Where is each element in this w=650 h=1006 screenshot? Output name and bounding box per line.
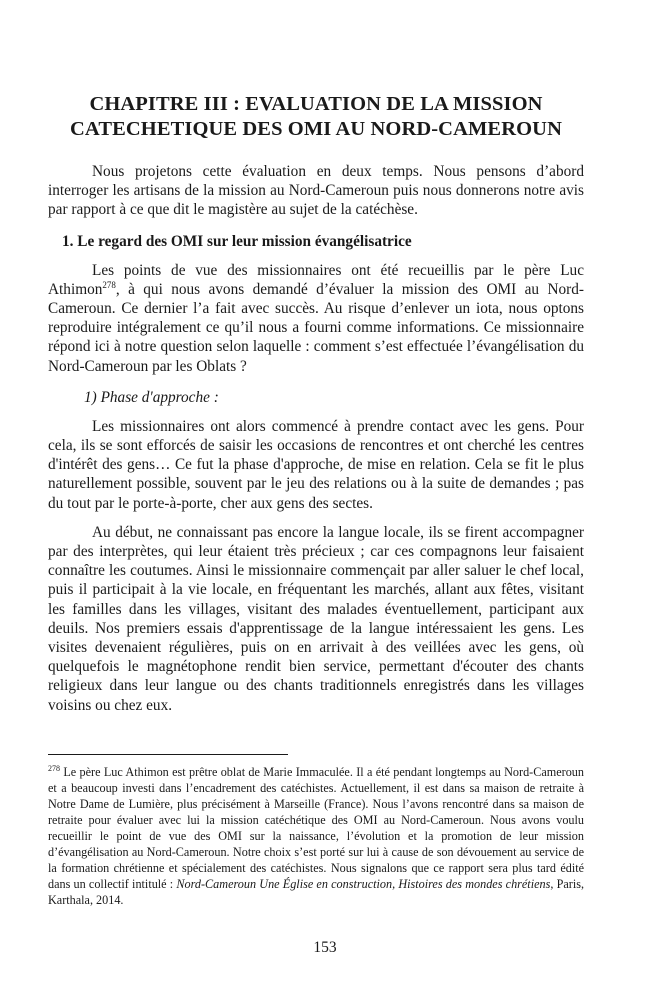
chapter-title <box>48 92 584 142</box>
footnote-number: 278 <box>48 763 60 773</box>
chapter-title-line-2: CATECHETIQUE DES OMI AU NORD-CAMEROUN <box>70 118 562 140</box>
footnote-publisher: , Paris, Karthala, 2014. <box>48 877 584 907</box>
footnote-separator <box>48 754 288 755</box>
section-paragraph <box>48 261 584 376</box>
page-number: 153 <box>313 939 337 956</box>
subsection-paragraph-2: Au début, ne connaissant pas encore la langue locale, ils se firent accompagner par des interprètes, qui leur étaient très précieux ; car ces compagnons leur faisaient connaître les coutumes. Ainsi le missionnaire commençait par aller saluer le chef local, puis il participait à la vie locale, en fréquentant les marchés, allant aux fêtes, visitant les familles dans les villages, visitant des malades éventuellement, participant aux deuils. Nos premiers essais d'apprentissage de la langue intéressaient les gens. Les visites devenaient régulières, puis on en arrivait à des veillées avec les gens, où quelquefois le magnétophone rendit bien service, permettant d'écouter des chants religieux dans leur langue ou des chants traditionnels enregistrés dans les villages voisins ou chez eux. <box>48 523 584 714</box>
footnote-book-title: Nord-Cameroun Une Église en construction, Histoires des mondes chrétiens <box>176 877 551 891</box>
section-heading: 1. Le regard des OMI sur leur mission évangélisatrice <box>62 232 412 250</box>
footnote-reference[interactable]: 278 <box>102 279 116 290</box>
section-paragraph-text-start: Les points de vue des missionnaires ont été recueillis par le père Luc Athimon <box>48 261 584 298</box>
footnote-text: Le père Luc Athimon est prêtre oblat de Marie Immaculée. Il a été pendant longtemps au Nord-Cameroun et a beaucoup investi dans l’encadrement des catéchistes. Actuellement, il est dans sa maison de retraite à Notre Dame de Lumière, plus précisément à Marseille (France). Nous l’avons rencontré dans sa maison de retraite pour évaluer avec lui la mission catéchétique des OMI au Nord-Cameroun. Nous avons voulu recueillir le point de vue des OMI sur la naissance, l’évolution et la promotion de leur mission d’évangélisation au Nord-Cameroun. Notre choix s’est porté sur lui à cause de son dévouement au service de la formation chrétienne et spécialement des catéchistes. Nous signalons que ce rapport sera plus tard édité dans un collectif intitulé : <box>48 765 584 891</box>
intro-paragraph: Nous projetons cette évaluation en deux temps. Nous pensons d’abord interroger les artisans de la mission au Nord-Cameroun puis nous donnerons notre avis par rapport à ce que dit le magistère au sujet de la catéchèse. <box>48 163 584 219</box>
subsection-heading: 1) Phase d'approche : <box>84 388 219 406</box>
subsection-paragraph-1: Les missionnaires ont alors commencé à prendre contact avec les gens. Pour cela, ils se sont efforcés de saisir les occasions de rencontres et ont cherché les centres d'intérêt des gens… Ce fut la phase d'approche, de mise en relation. Cela se fit le plus naturellement possible, souvent par le jeu des relations ou à la suite de demandes ; pas du tout par le porte-à-porte, cher aux gens des sectes. <box>48 417 584 512</box>
chapter-title-line-1: CHAPITRE III : EVALUATION DE LA MISSION <box>89 93 543 115</box>
section-paragraph-text-end: , à qui nous avons demandé d’évaluer la mission des OMI au Nord-Cameroun. Ce dernier l’a fait avec succès. Au risque d’enlever un iota, nous optons reproduire intégralement ce qu’il nous a fourni comme informations. Ce missionnaire répond ici à notre question selon laquelle : comment s’est effectuée l’évangélisation du Nord-Cameroun par les Oblats ? <box>48 280 584 375</box>
footnote <box>48 764 584 908</box>
